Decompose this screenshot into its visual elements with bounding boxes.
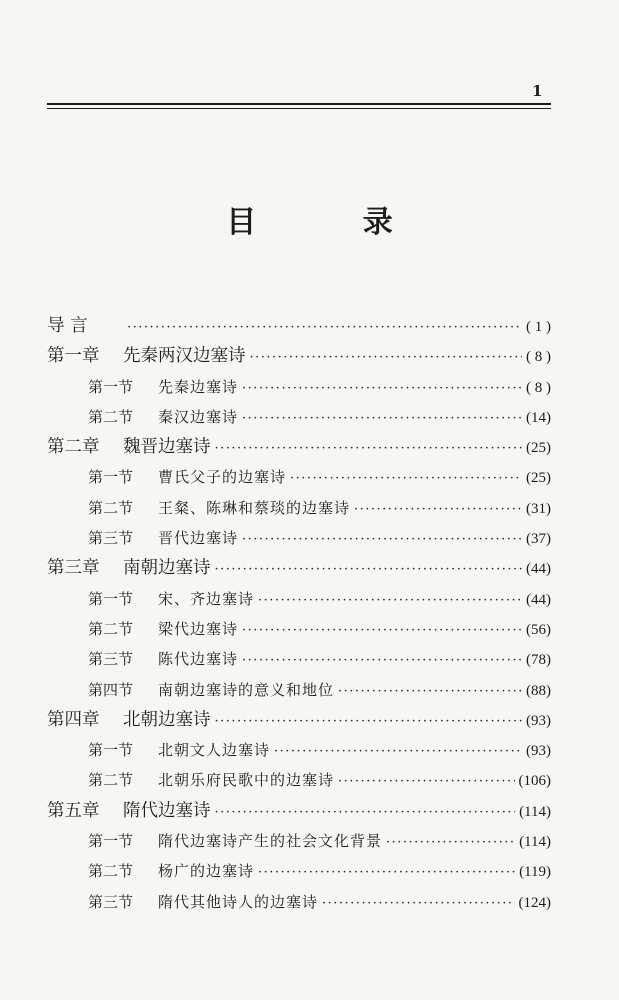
toc-entry-title: 先秦边塞诗 (158, 377, 239, 396)
toc-entry-page: (124) (518, 894, 551, 911)
toc-entry-label: 第二节 (88, 862, 134, 881)
toc-section-row (47, 856, 551, 886)
dot-leader (338, 767, 514, 797)
toc-section-row (47, 523, 551, 553)
toc-section-row (47, 462, 551, 492)
page-number: 1 (532, 82, 543, 100)
toc-entry-page: (14) (526, 409, 551, 426)
toc-section-row (47, 644, 551, 674)
dot-leader (322, 889, 514, 919)
toc-entry-page: (114) (519, 834, 551, 851)
dot-leader (242, 646, 522, 676)
dot-leader (338, 677, 522, 707)
toc-entry-title: 陈代边塞诗 (158, 650, 239, 669)
toc-entry-page: (114) (519, 803, 551, 820)
toc-chapter-row (47, 341, 551, 371)
toc-entry-page: (106) (518, 773, 551, 790)
toc-section-row (47, 826, 551, 856)
toc-entry-title: 王粲、陈琳和蔡琰的边塞诗 (158, 498, 351, 517)
toc-section-row (47, 614, 551, 644)
toc-entry-label: 第一节 (88, 741, 134, 760)
dot-leader (258, 586, 522, 616)
toc-entry-title: 晋代边塞诗 (158, 529, 239, 548)
toc-entry-page: (25) (526, 470, 551, 487)
toc-entry-label: 第三章 (47, 558, 100, 579)
toc-entry-label: 第三节 (88, 650, 134, 669)
dot-leader (215, 434, 523, 464)
toc-entry-page: (88) (526, 682, 551, 699)
dot-leader (250, 343, 523, 373)
toc-entry-label: 第二节 (88, 407, 134, 426)
toc-entry-page: (44) (526, 561, 551, 578)
toc-entry-title: 梁代边塞诗 (158, 619, 239, 638)
toc-section-row (47, 584, 551, 614)
toc-section-row (47, 675, 551, 705)
dot-leader (258, 858, 515, 888)
toc-entry-page: (56) (526, 621, 551, 638)
toc-entry-title: 北朝乐府民歌中的边塞诗 (158, 771, 335, 790)
toc-entry-page: (93) (526, 743, 551, 760)
dot-leader (215, 707, 523, 737)
toc-entry-title: 曹氏父子的边塞诗 (158, 468, 287, 487)
toc-section-row (47, 372, 551, 402)
dot-leader (242, 616, 522, 646)
toc-entry-title: 隋代其他诗人的边塞诗 (158, 892, 319, 911)
dot-leader (242, 374, 522, 404)
toc-section-row (47, 402, 551, 432)
toc-entry-title: 北朝边塞诗 (123, 709, 211, 730)
toc-section-row (47, 765, 551, 795)
toc-entry-page: (37) (526, 531, 551, 548)
dot-leader (215, 798, 516, 828)
toc-entry-label: 第一章 (47, 346, 100, 367)
toc-entry-label: 第五章 (47, 800, 100, 821)
toc-entry-title: 南朝边塞诗 (123, 558, 211, 579)
toc-entry-page: ( 1 ) (526, 319, 551, 335)
toc-entry-page: (31) (526, 500, 551, 517)
toc-entry-label: 第一节 (88, 589, 134, 608)
toc-entry-page: ( 8 ) (526, 379, 551, 396)
toc-entry-page: (93) (526, 712, 551, 729)
toc-entry-label: 第一节 (88, 377, 134, 396)
toc-entry-label: 第一节 (88, 468, 134, 487)
toc-entry-title: 隋代边塞诗产生的社会文化背景 (158, 832, 383, 851)
toc-chapter-row (47, 311, 551, 341)
toc-entry-label: 第一节 (88, 832, 134, 851)
toc-entry-title: 南朝边塞诗的意义和地位 (158, 680, 335, 699)
dot-leader (354, 495, 522, 525)
toc-entry-page: (44) (526, 591, 551, 608)
toc-entry-label: 第二节 (88, 498, 134, 517)
toc-entry-page: (119) (519, 864, 551, 881)
toc-entry-title: 秦汉边塞诗 (158, 407, 239, 426)
toc-entry-label: 第三节 (88, 529, 134, 548)
dot-leader (274, 737, 522, 767)
toc-section-row (47, 735, 551, 765)
dot-leader (242, 404, 522, 434)
header-rule-thick (47, 103, 551, 105)
toc-entry-label: 导 言 (47, 316, 88, 336)
toc-entry-page: ( 8 ) (526, 349, 551, 366)
toc-entry-page: (78) (526, 652, 551, 669)
toc-entry-title: 先秦两汉边塞诗 (123, 346, 246, 367)
toc-chapter-row (47, 705, 551, 735)
header-rule-thin (47, 108, 551, 109)
toc-entry-title: 魏晋边塞诗 (123, 437, 211, 458)
toc-entry-title: 北朝文人边塞诗 (158, 741, 271, 760)
toc-entry-label: 第四章 (47, 709, 100, 730)
toc-entry-title: 杨广的边塞诗 (158, 862, 255, 881)
toc-entry-label: 第二节 (88, 771, 134, 790)
toc-chapter-row (47, 796, 551, 826)
dot-leader (290, 464, 522, 494)
page-title: 目 录 (226, 205, 441, 240)
dot-leader (386, 828, 515, 858)
dot-leader (242, 525, 522, 555)
toc-entry-page: (25) (526, 440, 551, 457)
toc-entry-label: 第二章 (47, 437, 100, 458)
toc-entry-label: 第三节 (88, 892, 134, 911)
toc-entry-title: 隋代边塞诗 (123, 800, 211, 821)
dot-leader (215, 555, 523, 585)
toc-chapter-row (47, 432, 551, 462)
table-of-contents (47, 311, 551, 917)
toc-section-row (47, 887, 551, 917)
toc-section-row (47, 493, 551, 523)
toc-entry-title: 宋、齐边塞诗 (158, 589, 255, 608)
dot-leader (127, 313, 522, 343)
toc-chapter-row (47, 553, 551, 583)
toc-entry-label: 第四节 (88, 680, 134, 699)
toc-entry-label: 第二节 (88, 619, 134, 638)
